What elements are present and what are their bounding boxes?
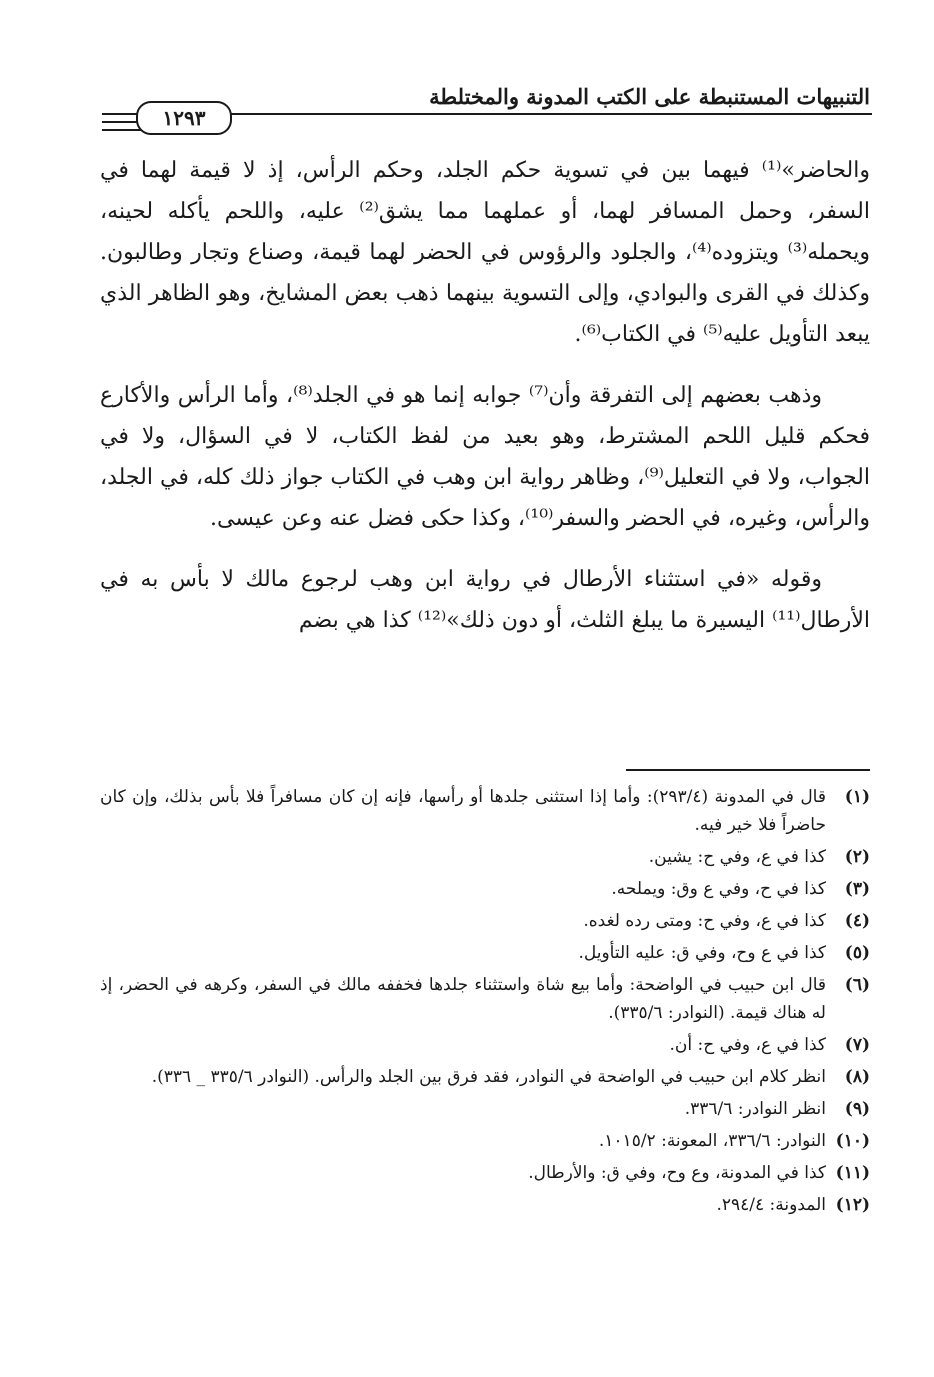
footnote-text: كذا في ع، وفي ح: يشين. bbox=[648, 847, 826, 867]
footnote-text: كذا في المدونة، وع وح، وفي ق: والأرطال. bbox=[528, 1163, 826, 1183]
footnote-text: كذا في ح، وفي ع وق: ويملحه. bbox=[611, 879, 826, 899]
footnote-item bbox=[100, 1063, 870, 1091]
paragraph: وذهب بعضهم إلى التفرقة وأن⁽⁷⁾ جوابه إنما هو في الجلد⁽⁸⁾، وأما الرأس والأكارع فحكم قليل اللحم المشترط، وهو بعيد من لفظ الكتاب، لا في السؤال، ولا في الجواب، ولا في التعليل⁽⁹⁾، وظاهر رواية ابن وهب في الكتاب جواز ذلك كله، في الجلد، والرأس، وغيره، في الحضر والسفر⁽¹⁰⁾، وكذا حكى فضل عنه وعن عيسى. bbox=[100, 383, 870, 531]
footnote-text: كذا في ع، وفي ح: ومتى رده لغده. bbox=[583, 911, 826, 931]
footnote-number: (٤) bbox=[844, 911, 870, 931]
footnote-item bbox=[100, 1159, 870, 1187]
footnote-number: (٧) bbox=[844, 1035, 870, 1055]
footnote-number: (٩) bbox=[844, 1099, 870, 1119]
footnote-number: (١) bbox=[844, 787, 870, 807]
footnote-item bbox=[100, 1127, 870, 1155]
footnote-item bbox=[100, 1031, 870, 1059]
running-title: التنبيهات المستنبطة على الكتب المدونة والمختلطة bbox=[429, 84, 870, 109]
footnote-text: كذا في ع، وفي ح: أن. bbox=[669, 1035, 826, 1055]
footnote-item bbox=[100, 939, 870, 967]
footnote-number: (١٢) bbox=[835, 1195, 870, 1215]
footnotes-list bbox=[100, 783, 870, 1223]
footnote-item bbox=[100, 1191, 870, 1219]
footnote-item bbox=[100, 907, 870, 935]
footnote-text: النوادر: ٣٣٦/٦، المعونة: ١٠١٥/٢. bbox=[598, 1131, 826, 1151]
paragraph: وقوله «في استثناء الأرطال في رواية ابن وهب لرجوع مالك لا بأس به في الأرطال⁽¹¹⁾ اليسيرة ما يبلغ الثلث، أو دون ذلك»⁽¹²⁾ كذا هي بضم bbox=[100, 567, 870, 633]
footnote-item bbox=[100, 783, 870, 839]
footnote-item bbox=[100, 971, 870, 1027]
footnote-number: (٢) bbox=[844, 847, 870, 867]
page-number: ١٢٩٣ bbox=[136, 101, 232, 135]
footnote-number: (٣) bbox=[844, 879, 870, 899]
footnote-separator bbox=[626, 769, 870, 771]
footnote-text: انظر النوادر: ٣٣٦/٦. bbox=[684, 1099, 826, 1119]
footnote-item bbox=[100, 1095, 870, 1123]
footnote-number: (٦) bbox=[844, 975, 870, 995]
paragraph: والحاضر»⁽¹⁾ فيهما بين في تسوية حكم الجلد، وحكم الرأس، إذ لا قيمة لهما في السفر، وحمل المسافر لهما، أو عملهما مما يشق⁽²⁾ عليه، واللحم يأكله لحينه، ويحمله⁽³⁾ ويتزوده⁽⁴⁾، والجلود والرؤوس في الحضر لهما قيمة، وصناع وتجار وطالبون. وكذلك في القرى والبوادي، وإلى التسوية بينهما ذهب بعض المشايخ، وهو الظاهر الذي يبعد التأويل عليه⁽⁵⁾ في الكتاب⁽⁶⁾. bbox=[100, 158, 870, 347]
footnote-number: (١٠) bbox=[835, 1131, 870, 1151]
header-rule bbox=[222, 113, 872, 115]
footnote-text: قال ابن حبيب في الواضحة: وأما بيع شاة واستثناء جلدها فخففه مالك في السفر، وكرهه في الحضر، إذ له هناك قيمة. (النوادر: ٣٣٥/٦). bbox=[100, 975, 826, 1023]
footnote-text: انظر كلام ابن حبيب في الواضحة في النوادر، فقد فرق بين الجلد والرأس. (النوادر ٣٣٥/٦ _ ٣٣٦). bbox=[151, 1067, 826, 1087]
main-text bbox=[100, 150, 870, 661]
footnote-text: المدونة: ٢٩٤/٤. bbox=[716, 1195, 826, 1215]
footnote-item bbox=[100, 875, 870, 903]
footnote-number: (٥) bbox=[844, 943, 870, 963]
footnote-item bbox=[100, 843, 870, 871]
footnote-text: كذا في ع وح، وفي ق: عليه التأويل. bbox=[578, 943, 826, 963]
footnote-number: (١١) bbox=[835, 1163, 870, 1183]
footnote-number: (٨) bbox=[844, 1067, 870, 1087]
footnote-text: قال في المدونة (٢٩٣/٤): وأما إذا استثنى جلدها أو رأسها، فإنه إن كان مسافراً فلا بأس بذلك، وإن كان حاضراً فلا خير فيه. bbox=[100, 787, 826, 835]
